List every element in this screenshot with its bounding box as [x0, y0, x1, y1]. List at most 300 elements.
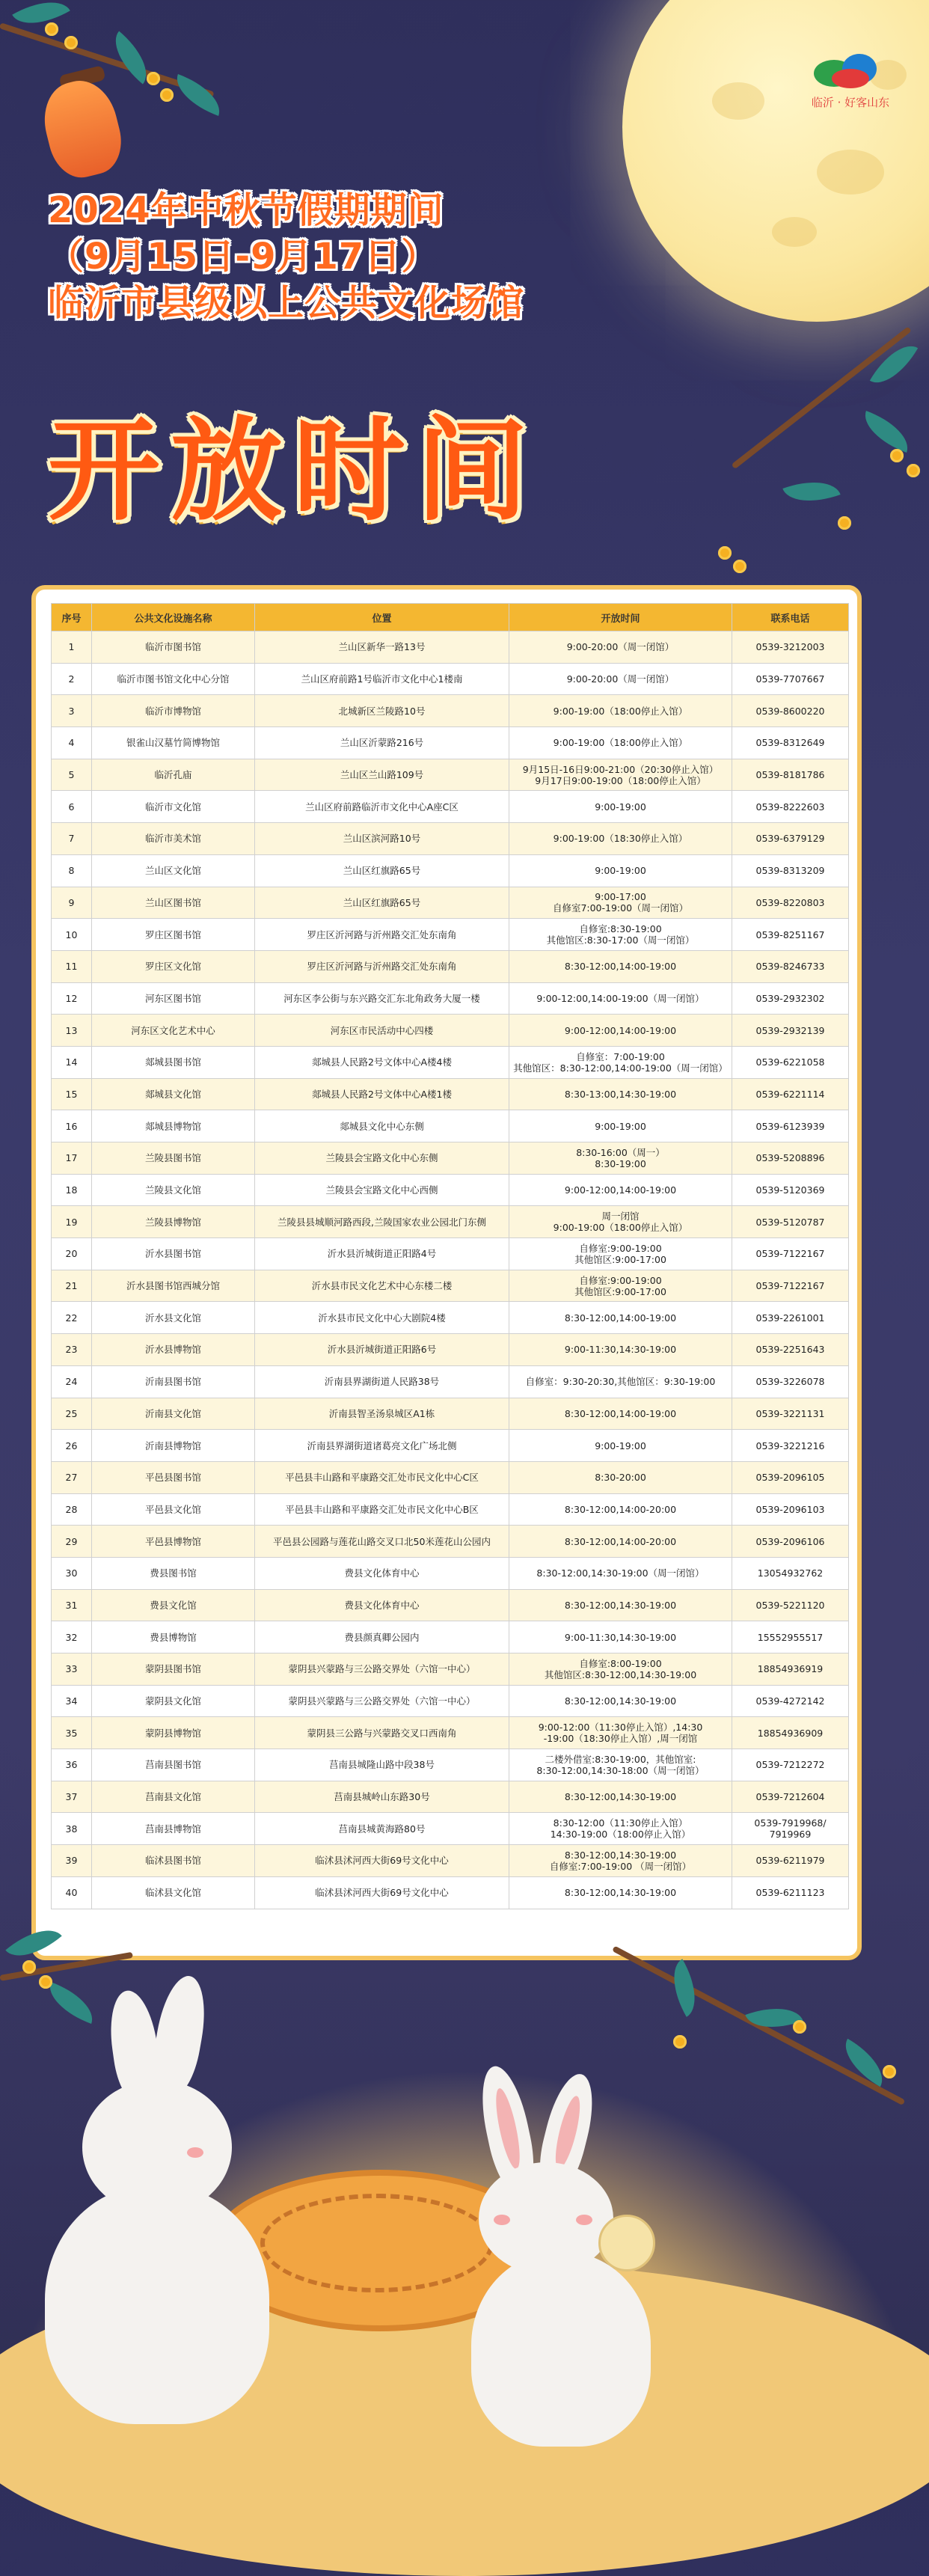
table-row	[52, 1142, 849, 1175]
cell-name: 莒南县图书馆	[92, 1749, 255, 1781]
cell-name: 郯城县图书馆	[92, 1046, 255, 1078]
table-row	[52, 1398, 849, 1430]
table-row	[52, 1302, 849, 1334]
table-row	[52, 919, 849, 951]
cell-phone	[732, 759, 849, 791]
rabbit-body-right	[471, 2252, 651, 2447]
cell-phone	[732, 1813, 849, 1845]
cell-location: 莒南县城黄海路80号	[255, 1813, 509, 1845]
cell-location: 沂南县智圣汤泉城区A1栋	[255, 1398, 509, 1430]
table-row	[52, 1621, 849, 1653]
cell-phone-line: 0539-2932302	[755, 992, 825, 1004]
title-line-3: 临沂市县级以上公共文化场馆	[48, 282, 525, 324]
cell-name: 沂水县图书馆	[92, 1238, 255, 1270]
osmanthus-flower-icon	[147, 72, 160, 85]
cell-phone	[732, 1238, 849, 1270]
cell-location: 蒙阴县兴蒙路与三公路交界处（六馆一中心）	[255, 1685, 509, 1717]
cell-phone-line: 0539-2096106	[755, 1535, 825, 1547]
cell-hours-line: 二楼外借室:8:30-19:00，其他馆室:	[545, 1753, 696, 1765]
cell-phone	[732, 1110, 849, 1142]
cell-location: 兰陵县会宝路文化中心东侧	[255, 1142, 509, 1175]
cell-phone	[732, 1685, 849, 1717]
cell-phone	[732, 1845, 849, 1877]
table-row	[52, 950, 849, 982]
cell-phone-line: 0539-8222603	[755, 801, 825, 813]
cell-hours	[509, 1302, 732, 1334]
cell-name: 平邑县博物馆	[92, 1526, 255, 1558]
cell-name: 莒南县博物馆	[92, 1813, 255, 1845]
cell-hours-line: 9:00-20:00（周一闭馆）	[566, 641, 675, 653]
cell-hours	[509, 1398, 732, 1430]
cell-location: 临沭县沭河西大街69号文化中心	[255, 1845, 509, 1877]
cell-phone-line: 0539-8251167	[755, 928, 825, 940]
rabbit-body-left	[45, 2185, 269, 2424]
cell-phone	[732, 1174, 849, 1206]
table-row	[52, 1078, 849, 1110]
cell-hours-line: 8:30-12:00,14:30-19:00（周一闭馆）	[536, 1567, 705, 1579]
cell-location: 郯城县文化中心东侧	[255, 1110, 509, 1142]
cell-phone	[732, 1334, 849, 1366]
cell-hours-line: 8:30-12:00,14:00-19:00	[564, 961, 677, 973]
table-row	[52, 982, 849, 1015]
cell-phone-line: 0539-2096105	[755, 1472, 825, 1484]
table-row	[52, 1589, 849, 1621]
header-name: 公共文化设施名称	[92, 604, 255, 631]
cell-hours-line: 9:00-19:00	[595, 865, 646, 877]
cell-hours	[509, 1876, 732, 1909]
cell-no: 39	[52, 1845, 92, 1877]
table-row	[52, 854, 849, 887]
table-header-row	[52, 604, 849, 631]
cell-location: 兰陵县县城顺河路西段,兰陵国家农业公园北门东侧	[255, 1206, 509, 1238]
cell-no: 30	[52, 1557, 92, 1589]
osmanthus-flower-icon	[39, 1975, 52, 1989]
cell-phone-line: 0539-8181786	[755, 769, 825, 781]
cell-hours	[509, 1365, 732, 1398]
cell-name: 郯城县博物馆	[92, 1110, 255, 1142]
table-body	[52, 631, 849, 1909]
cell-hours	[509, 1717, 732, 1749]
cell-hours	[509, 1749, 732, 1781]
cell-phone	[732, 1493, 849, 1526]
cell-phone-line: 15552955517	[757, 1631, 824, 1643]
cell-hours-line: 9:00-12:00,14:00-19:00（周一闭馆）	[536, 992, 705, 1004]
cell-hours-line: -19:00（18:30停止入馆）,周一闭馆	[543, 1733, 698, 1745]
cell-hours-line: 其他馆区：8:30-12:00,14:00-19:00（周一闭馆）	[513, 1062, 728, 1074]
cell-hours-line: 自修室7:00-19:00（周一闭馆）	[552, 902, 689, 914]
cell-location: 莒南县城岭山东路30号	[255, 1781, 509, 1813]
cell-name: 沂南县博物馆	[92, 1430, 255, 1462]
cell-no: 27	[52, 1461, 92, 1493]
cell-phone	[732, 1078, 849, 1110]
cell-phone	[732, 1589, 849, 1621]
cell-phone	[732, 1302, 849, 1334]
cell-phone-line: 0539-6211123	[755, 1887, 825, 1899]
cell-phone-line: 0539-8312649	[755, 737, 825, 749]
cell-hours-line: 9:00-17:00	[595, 891, 646, 903]
cell-phone-line: 0539-7122167	[755, 1280, 825, 1292]
leaf-icon	[42, 1982, 99, 2024]
table-row	[52, 631, 849, 664]
cell-hours-line: 9月17日9:00-19:00（18:00停止入馆）	[535, 774, 706, 786]
cell-hours	[509, 854, 732, 887]
cell-no: 7	[52, 823, 92, 855]
cell-hours-line: 8:30-12:00,14:00-20:00	[564, 1535, 677, 1547]
cell-no: 13	[52, 1015, 92, 1047]
cell-hours-line: 8:30-12:00,14:30-19:00	[564, 1695, 677, 1707]
cell-name: 银雀山汉墓竹简博物馆	[92, 727, 255, 759]
cell-phone-line: 0539-6221114	[755, 1088, 825, 1100]
cell-phone-line: 0539-2932139	[755, 1024, 825, 1036]
osmanthus-flower-icon	[883, 2065, 896, 2078]
table-row	[52, 1238, 849, 1270]
table-row	[52, 1557, 849, 1589]
cell-hours	[509, 1621, 732, 1653]
cell-phone	[732, 1430, 849, 1462]
cell-hours-line: 8:30-16:00（周一）	[576, 1146, 665, 1158]
cell-phone	[732, 1781, 849, 1813]
cell-no: 24	[52, 1365, 92, 1398]
cell-name: 临沂市图书馆文化中心分馆	[92, 663, 255, 695]
leaf-icon	[169, 74, 227, 116]
cell-location: 兰山区红旗路65号	[255, 854, 509, 887]
cell-phone-line: 0539-2096103	[755, 1503, 825, 1515]
cell-phone	[732, 1749, 849, 1781]
title-block	[48, 187, 721, 326]
cell-hours-line: 8:30-12:00,14:00-19:00	[564, 1312, 677, 1324]
cell-name: 临沂市博物馆	[92, 695, 255, 727]
cell-hours-line: 9:00-19:00（18:30停止入馆）	[553, 833, 688, 845]
cell-hours-line: 9:00-11:30,14:30-19:00	[564, 1344, 677, 1356]
table-row	[52, 1717, 849, 1749]
cell-phone-line: 0539-4272142	[755, 1695, 825, 1707]
cell-phone	[732, 823, 849, 855]
lantern-icon	[36, 73, 129, 183]
cell-phone-line: 18854936909	[757, 1727, 824, 1739]
linyi-logo-mark	[809, 39, 892, 91]
cell-no: 16	[52, 1110, 92, 1142]
cell-hours	[509, 663, 732, 695]
cell-hours	[509, 887, 732, 919]
cell-hours-line: 8:30-19:00	[595, 1157, 646, 1169]
cell-name: 兰陵县图书馆	[92, 1142, 255, 1175]
cell-location: 莒南县城隆山路中段38号	[255, 1749, 509, 1781]
cell-location: 平邑县公园路与莲花山路交叉口北50米莲花山公园内	[255, 1526, 509, 1558]
cell-name: 平邑县文化馆	[92, 1493, 255, 1526]
osmanthus-flower-icon	[64, 36, 78, 49]
cell-phone-line: 0539-5221120	[755, 1599, 825, 1611]
cell-phone	[732, 727, 849, 759]
schedule-card	[31, 585, 862, 1960]
table-row	[52, 823, 849, 855]
cell-phone-line: 0539-3221216	[755, 1440, 825, 1451]
cell-phone	[732, 1015, 849, 1047]
cell-hours	[509, 631, 732, 664]
cell-phone	[732, 1206, 849, 1238]
cell-hours-line: 8:30-13:00,14:30-19:00	[564, 1088, 677, 1100]
cell-name: 沂南县图书馆	[92, 1365, 255, 1398]
cell-location: 兰山区滨河路10号	[255, 823, 509, 855]
cell-no: 20	[52, 1238, 92, 1270]
cell-location: 沂水县市民文化中心大剧院4楼	[255, 1302, 509, 1334]
cell-location: 北城新区兰陵路10号	[255, 695, 509, 727]
cell-location: 沂南县界湖街道诸葛亮文化广场北侧	[255, 1430, 509, 1462]
header-no: 序号	[52, 604, 92, 631]
cell-location: 平邑县丰山路和平康路交汇处市民文化中心B区	[255, 1493, 509, 1526]
cell-hours	[509, 1493, 732, 1526]
osmanthus-flower-icon	[793, 2020, 806, 2034]
leaf-icon	[660, 1959, 708, 2017]
cell-no: 2	[52, 663, 92, 695]
linyi-logo	[802, 39, 899, 129]
cell-phone	[732, 1621, 849, 1653]
cell-hours-line: 9:00-11:30,14:30-19:00	[564, 1631, 677, 1643]
cell-no: 3	[52, 695, 92, 727]
table-row	[52, 1845, 849, 1877]
cell-location: 蒙阴县兴蒙路与三公路交界处（六馆一中心）	[255, 1653, 509, 1686]
cell-name: 兰山区文化馆	[92, 854, 255, 887]
cell-hours	[509, 1110, 732, 1142]
cell-phone	[732, 950, 849, 982]
title-line-2: （9月15日-9月17日）	[48, 236, 438, 278]
cell-hours-line: 其他馆区:8:30-17:00（周一闭馆）	[546, 934, 695, 946]
cell-hours	[509, 1430, 732, 1462]
cell-hours	[509, 727, 732, 759]
table-row	[52, 791, 849, 823]
cell-name: 河东区文化艺术中心	[92, 1015, 255, 1047]
cell-no: 1	[52, 631, 92, 664]
cell-name: 河东区图书馆	[92, 982, 255, 1015]
cell-hours-line: 14:30-19:00（18:00停止入馆）	[550, 1829, 691, 1841]
cell-hours-line: 8:30-20:00	[595, 1472, 646, 1484]
cell-name: 临沂市美术馆	[92, 823, 255, 855]
cell-hours-line: 自修室:8:00-19:00	[579, 1657, 662, 1669]
cell-phone	[732, 1270, 849, 1302]
cell-name: 沂水县图书馆西城分馆	[92, 1270, 255, 1302]
table-row	[52, 1430, 849, 1462]
cell-hours	[509, 1526, 732, 1558]
cell-hours-line: 9:00-12:00（11:30停止入馆）,14:30	[538, 1722, 703, 1734]
table-row	[52, 695, 849, 727]
table-row	[52, 887, 849, 919]
cell-location: 沂水县沂城街道正阳路6号	[255, 1334, 509, 1366]
header-location: 位置	[255, 604, 509, 631]
cell-phone-line: 0539-5208896	[755, 1152, 825, 1164]
cell-hours-line: 9:00-19:00（18:00停止入馆）	[553, 1222, 688, 1234]
cell-phone	[732, 663, 849, 695]
table-row	[52, 1046, 849, 1078]
cell-hours-line: 自修室:8:30-19:00	[579, 923, 662, 935]
cell-hours	[509, 1845, 732, 1877]
cell-location: 兰山区沂蒙路216号	[255, 727, 509, 759]
cell-hours	[509, 759, 732, 791]
cell-phone	[732, 1398, 849, 1430]
cell-hours-line: 9:00-12:00,14:00-19:00	[564, 1024, 677, 1036]
table-row	[52, 1749, 849, 1781]
cell-name: 沂水县博物馆	[92, 1334, 255, 1366]
cell-phone	[732, 695, 849, 727]
cell-hours-line: 9:00-19:00（18:00停止入馆）	[553, 737, 688, 749]
cell-phone-line: 18854936919	[757, 1663, 824, 1675]
cell-phone-line: 0539-8220803	[755, 896, 825, 908]
cell-name: 临沂孔庙	[92, 759, 255, 791]
cell-hours-line: 9:00-19:00	[595, 1440, 646, 1451]
cell-phone-line: 0539-7707667	[755, 673, 825, 685]
leaf-icon	[857, 411, 915, 453]
cell-name: 郯城县文化馆	[92, 1078, 255, 1110]
cell-name: 费县博物馆	[92, 1621, 255, 1653]
cell-no: 6	[52, 791, 92, 823]
cell-no: 34	[52, 1685, 92, 1717]
table-row	[52, 1334, 849, 1366]
cell-no: 31	[52, 1589, 92, 1621]
cell-hours	[509, 1078, 732, 1110]
table-row	[52, 1015, 849, 1047]
cell-phone-line: 0539-6211979	[755, 1855, 825, 1867]
cell-hours-line: 8:30-12:00,14:30-18:00（周一闭馆）	[536, 1764, 705, 1776]
cell-hours	[509, 1685, 732, 1717]
cell-hours	[509, 1270, 732, 1302]
cell-location: 费县颜真卿公园内	[255, 1621, 509, 1653]
cell-location: 兰山区兰山路109号	[255, 759, 509, 791]
opening-hours-table	[51, 603, 849, 1909]
cell-name: 罗庄区图书馆	[92, 919, 255, 951]
cell-hours	[509, 1557, 732, 1589]
cell-hours	[509, 950, 732, 982]
cell-hours-line: 9:00-12:00,14:00-19:00	[564, 1184, 677, 1196]
cell-no: 15	[52, 1078, 92, 1110]
cell-phone-line: 0539-7919968/	[754, 1817, 827, 1829]
cell-location: 沂水县沂城街道正阳路4号	[255, 1238, 509, 1270]
cell-phone-line: 0539-7212604	[755, 1791, 825, 1803]
table-row	[52, 1685, 849, 1717]
cell-phone	[732, 982, 849, 1015]
table-row	[52, 759, 849, 791]
cell-hours-line: 8:30-12:00,14:30-19:00	[564, 1791, 677, 1803]
cell-location: 沂南县界湖街道人民路38号	[255, 1365, 509, 1398]
cell-hours	[509, 1174, 732, 1206]
cell-no: 21	[52, 1270, 92, 1302]
cell-no: 10	[52, 919, 92, 951]
table-row	[52, 1174, 849, 1206]
cell-no: 17	[52, 1142, 92, 1175]
cell-name: 临沭县图书馆	[92, 1845, 255, 1877]
cell-name: 兰陵县博物馆	[92, 1206, 255, 1238]
cell-hours-line: 自修室：9:30-20:30,其他馆区：9:30-19:00	[525, 1376, 716, 1388]
table-row	[52, 1206, 849, 1238]
cell-no: 38	[52, 1813, 92, 1845]
cell-no: 28	[52, 1493, 92, 1526]
cell-phone	[732, 919, 849, 951]
cell-phone-line: 0539-2261001	[755, 1312, 825, 1324]
cell-hours	[509, 1046, 732, 1078]
cell-no: 9	[52, 887, 92, 919]
cell-no: 11	[52, 950, 92, 982]
cell-hours	[509, 1589, 732, 1621]
cell-phone	[732, 791, 849, 823]
cell-hours-line: 8:30-12:00,14:30-19:00	[564, 1599, 677, 1611]
cell-hours	[509, 695, 732, 727]
cell-location: 蒙阴县三公路与兴蒙路交叉口西南角	[255, 1717, 509, 1749]
cell-no: 5	[52, 759, 92, 791]
cell-phone	[732, 854, 849, 887]
cell-name: 费县图书馆	[92, 1557, 255, 1589]
cell-hours-line: 9月15日-16日9:00-21:00（20:30停止入馆）	[522, 763, 719, 775]
cell-phone-line: 0539-6221058	[755, 1056, 825, 1068]
cell-hours-line: 其他馆区:9:00-17:00	[574, 1285, 666, 1297]
cell-phone	[732, 1717, 849, 1749]
cell-hours-line: 8:30-12:00,14:30-19:00	[564, 1887, 677, 1899]
fan-icon	[598, 2215, 655, 2271]
cell-hours	[509, 1334, 732, 1366]
cell-hours	[509, 1653, 732, 1686]
cell-location: 费县文化体育中心	[255, 1589, 509, 1621]
cell-hours-line: 9:00-19:00	[595, 801, 646, 813]
cell-location: 兰山区红旗路65号	[255, 887, 509, 919]
table-row	[52, 1270, 849, 1302]
cell-phone-line: 0539-5120787	[755, 1216, 825, 1228]
cell-name: 临沂市图书馆	[92, 631, 255, 664]
table-row	[52, 1461, 849, 1493]
cell-location: 罗庄区沂河路与沂州路交汇处东南角	[255, 919, 509, 951]
cell-name: 平邑县图书馆	[92, 1461, 255, 1493]
cell-hours-line: 自修室：7:00-19:00	[576, 1050, 665, 1062]
cell-phone-line: 7919969	[769, 1829, 812, 1841]
cell-phone-line: 13054932762	[757, 1567, 824, 1579]
cell-phone-line: 0539-2251643	[755, 1344, 825, 1356]
cell-hours-line: 9:00-20:00（周一闭馆）	[566, 673, 675, 685]
cell-no: 35	[52, 1717, 92, 1749]
header-hours: 开放时间	[509, 604, 732, 631]
cell-location: 兰山区新华一路13号	[255, 631, 509, 664]
cell-phone	[732, 1365, 849, 1398]
title-line-1: 2024年中秋节假期期间	[48, 189, 444, 231]
cell-name: 沂水县文化馆	[92, 1302, 255, 1334]
osmanthus-flower-icon	[838, 516, 851, 530]
cell-phone-line: 0539-6123939	[755, 1120, 825, 1132]
cell-hours	[509, 1238, 732, 1270]
cell-hours-line: 9:00-19:00（18:00停止入馆）	[553, 705, 688, 717]
cell-name: 兰山区图书馆	[92, 887, 255, 919]
cell-hours	[509, 1206, 732, 1238]
cell-hours	[509, 1142, 732, 1175]
cell-no: 19	[52, 1206, 92, 1238]
cell-no: 23	[52, 1334, 92, 1366]
cell-phone-line: 0539-3226078	[755, 1376, 825, 1388]
table-row	[52, 727, 849, 759]
cell-phone	[732, 1526, 849, 1558]
cell-no: 29	[52, 1526, 92, 1558]
cell-name: 蒙阴县博物馆	[92, 1717, 255, 1749]
cell-name: 临沭县文化馆	[92, 1876, 255, 1909]
table-row	[52, 1813, 849, 1845]
cell-hours	[509, 791, 732, 823]
cell-location: 河东区市民活动中心四楼	[255, 1015, 509, 1047]
table-row	[52, 663, 849, 695]
osmanthus-flower-icon	[907, 464, 920, 477]
cell-location: 兰山区府前路1号临沂市文化中心1楼南	[255, 663, 509, 695]
cell-no: 36	[52, 1749, 92, 1781]
cell-location: 费县文化体育中心	[255, 1557, 509, 1589]
cell-no: 37	[52, 1781, 92, 1813]
table-row	[52, 1526, 849, 1558]
table-row	[52, 1110, 849, 1142]
cell-hours-line: 9:00-19:00	[595, 1120, 646, 1132]
cell-hours-line: 8:30-12:00,14:00-19:00	[564, 1407, 677, 1419]
cell-hours	[509, 982, 732, 1015]
cell-no: 14	[52, 1046, 92, 1078]
cell-name: 兰陵县文化馆	[92, 1174, 255, 1206]
